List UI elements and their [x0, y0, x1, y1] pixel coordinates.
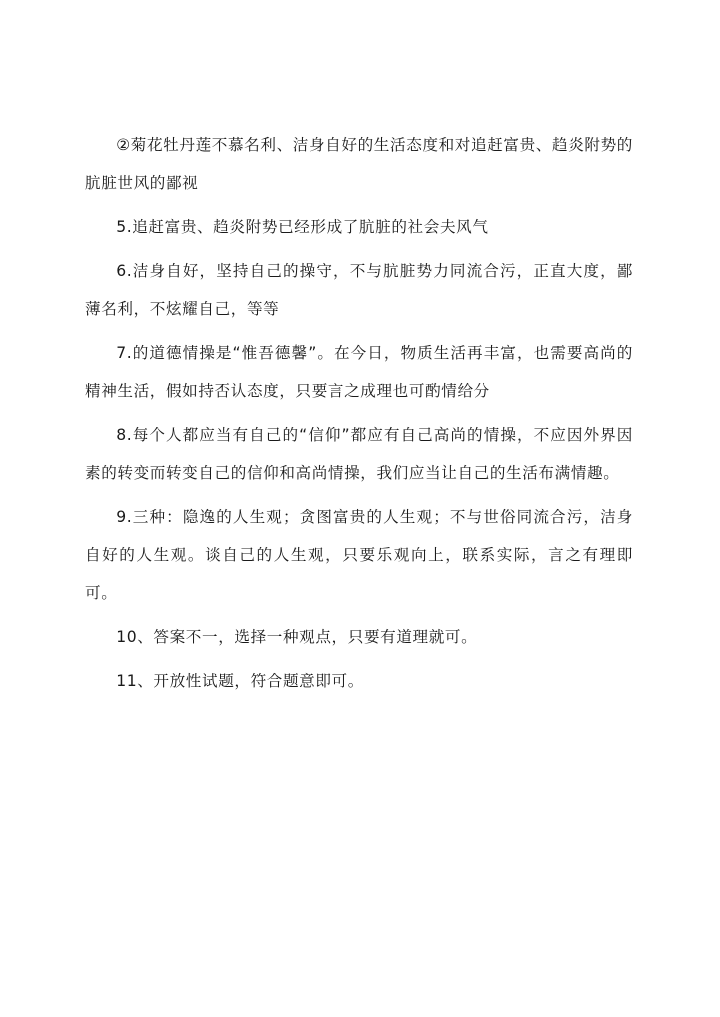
answer-paragraph-9: 9.三种：隐逸的人生观；贪图富贵的人生观；不与世俗同流合污，洁身自好的人生观。谈自己的人生观，只要乐观向上，联系实际，言之有理即可。: [85, 508, 633, 602]
answer-paragraph-5: 5.追赶富贵、趋炎附势已经形成了肮脏的社会夫风气: [116, 218, 489, 236]
answer-paragraph-10: 10、答案不一，选择一种观点，只要有道理就可。: [116, 628, 478, 646]
answer-paragraph-7: 7.的道德情操是“惟吾德馨”。在今日，物质生活再丰富，也需要高尚的精神生活，假如持否认态度，只要言之成理也可酌情给分: [85, 344, 633, 400]
answer-paragraph-8: 8.每个人都应当有自己的“信仰”都应有自己高尚的情操，不应因外界因素的转变而转变自己的信仰和高尚情操，我们应当让自己的生活布满情趣。: [85, 426, 633, 482]
answer-paragraph-6: 6.洁身自好，坚持自己的操守，不与肮脏势力同流合污，正直大度，鄙薄名利，不炫耀自己，等等: [85, 262, 633, 318]
answer-paragraph-2-circled: ②菊花牡丹莲不慕名利、洁身自好的生活态度和对追赶富贵、趋炎附势的肮脏世风的鄙视: [85, 136, 633, 192]
answer-text-block: [85, 126, 633, 706]
answer-paragraph-11: 11、开放性试题，符合题意即可。: [116, 672, 364, 690]
